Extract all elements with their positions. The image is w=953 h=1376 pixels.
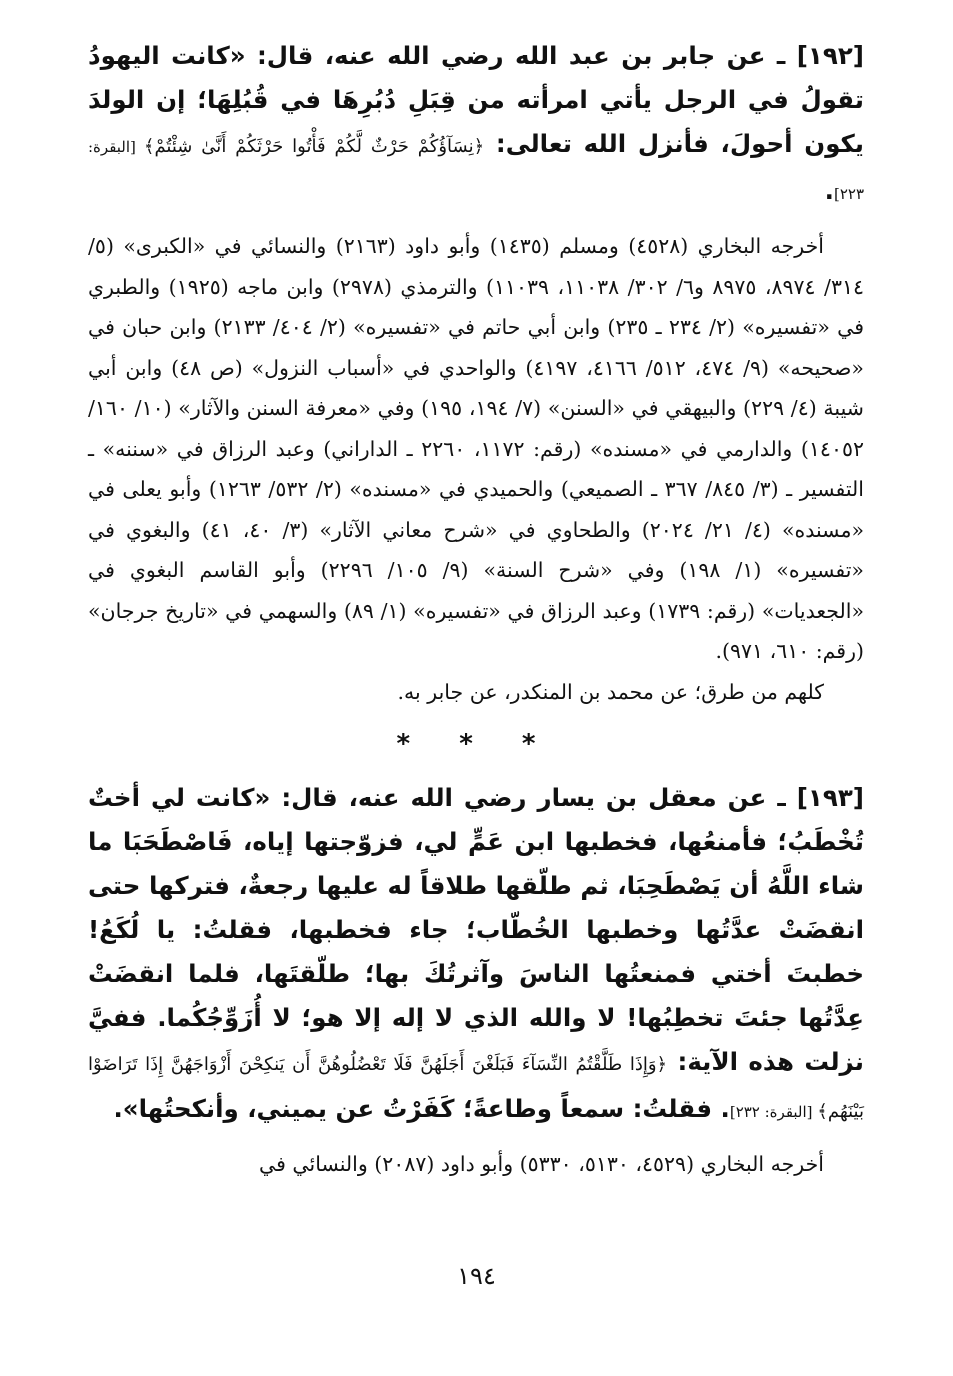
hadith-number: [١٩٣] ـ [777,782,864,812]
section-separator: * * * [396,728,556,759]
book-page [88,34,864,1334]
hadith-text: عن جابر بن عبد الله رضي الله عنه، قال: «كانت اليهودُ تقولُ في الرجل يأتي امرأته من قِبَلِ دُبُرِهَا في قُبُلِهَا؛ إن الولدَ يكون أحولَ، فأنزل الله تعالى: [88,41,864,158]
hadith-number: [١٩٢] ـ [776,41,864,70]
verse-reference: [البقرة: ٢٢٣] [88,138,864,203]
hadith-text: عن معقل بن يسار رضي الله عنه، قال: «كانت لي أختٌ تُخْطَبُ؛ فأمنعُها، فخطبها ابن عَمٍّ لي، فزوّجتها إياه، فَاصْطَحَبَا ما شاء اللَّهُ أن يَصْطَحِبَا، ثم طلّقها طلاقاً له عليها رجعةٌ، فتركها حتى انقضَتْ عدَّتُها وخطبها الخُطّاب؛ جاء فخطبها، فقلتُ: يا لُكَعُ! خطبتَ أختي فمنعتُها الناسَ وآثرتُكَ بها؛ طلّقتَها، فلما انقضَتْ عِدَّتُها جئتَ تخطِبُها! لا والله الذي لا إله إلا هو؛ لا أُزَوِّجُكُما. ففيَّ نزلت هذه الآية: [88,782,865,1076]
summary-192: كلهم من طرق؛ عن محمد بن المنكدر، عن جابر به. [397,679,824,704]
takhrij-192: أخرجه البخاري (٤٥٢٨) ومسلم (١٤٣٥) وأبو داود (٢١٦٣) والنسائي في «الكبرى» (٥/ ٣١٤/ ٨٩٧٤، ٨٩٧٥ و٦/ ٣٠٢/ ١١٠٣٨، ١١٠٣٩) والترمذي (٢٩٧٨) وابن ماجه (١٩٢٥) والطبري في «تفسيره» (٢/ ٢٣٤ ـ ٢٣٥) وابن أبي حاتم في «تفسيره» (٢/ ٤٠٤/ ٢١٣٣) وابن حبان في «صحيحه» (٩/ ٤٧٤، ٥١٢/ ٤١٦٦، ٤١٩٧) والواحدي في «أسباب النزول» (ص ٤٨) وابن أبي شيبة (٤/ ٢٢٩) والبيهقي في «السنن» (٧/ ١٩٤، ١٩٥) وفي «معرفة السنن والآثار» (١٠/ ١٦٠/ ١٤٠٥٢) والدارمي في «مسنده» (رقم: ١١٧٢، ٢٢٦٠ ـ الداراني) وعبد الرزاق في «سننه» ـ التفسير ـ (٣/ ٨٤٥/ ٣٦٧ ـ الصميعي) والحميدي في «مسنده» (٢/ ٥٣٢/ ١٢٦٣) وأبو يعلى في «مسنده» (٤/ ٢١/ ٢٠٢٤) والطحاوي في «شرح معاني الآثار» (٣/ ٤٠، ٤١) والبغوي في «تفسيره» (١/ ١٩٨) وفي «شرح السنة» (٩/ ١٠٥/ ٢٢٩٦) وأبو القاسم البغوي في «الجعديات» (رقم: ١٧٣٩) وعبد الرزاق في «تفسيره» (١/ ٨٩) والسهمي في «تاريخ جرجان» (رقم: ٦١٠، ٩٧١). [88,234,865,663]
hadith-192 [88,34,864,216]
hadith-end: . فقلتُ: سمعاً وطاعةً؛ كَفَرْتُ عن يميني، وأنكحتُها». [113,1093,730,1123]
page-number: ١٩٤ [457,1262,496,1290]
verse-reference: [البقرة: ٢٣٢] [729,1102,818,1121]
takhrij-193: أخرجه البخاري (٤٥٢٩، ٥١٣٠، ٥٣٣٠) وأبو داود (٢٠٨٧) والنسائي في [259,1151,824,1176]
hadith-end: . [824,176,834,205]
hadith-193 [88,776,864,1134]
quran-verse: ﴿وَإِذَا طَلَّقْتُمُ النِّسَآءَ فَبَلَغْنَ أَجَلَهُنَّ فَلَا تَعْضُلُوهُنَّ أَن يَنكِحْنَ أَزْوَاجَهُنَّ إِذَا تَرَاضَوْا بَيْنَهُم﴾ [88,1053,864,1122]
quran-verse: ﴿نِسَآؤُكُمْ حَرْثٌ لَّكُمْ فَأْتُوا حَرْثَكُمْ أَنَّىٰ شِئْتُمْ﴾ [143,136,485,157]
